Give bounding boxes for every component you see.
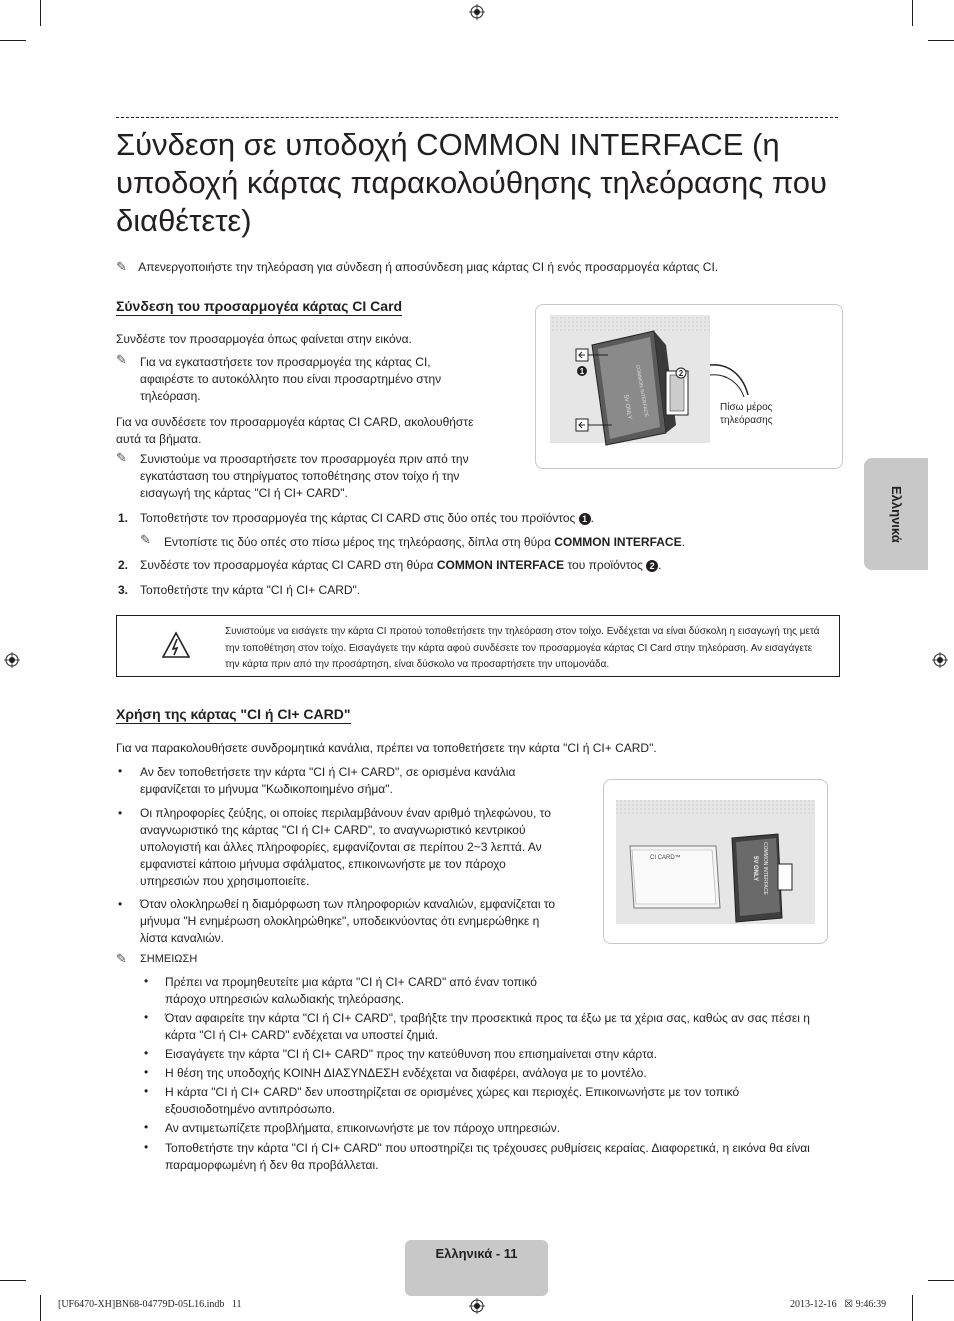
page-title: Σύνδεση σε υποδοχή COMMON INTERFACE (η υποδοχή κάρτας παρακολούθησης τηλεόρασης που διαθέτετε) [116, 127, 827, 238]
ci-card-label: CI CARD™ [650, 855, 681, 861]
section1-paragraph: Για να συνδέσετε τον προσαρμογέα κάρτας CI CARD, ακολουθήστε αυτά τα βήματα. [116, 415, 474, 446]
crop-mark [912, 1295, 913, 1321]
crop-mark [928, 1280, 954, 1281]
pencil-note-icon: ✎ [116, 450, 127, 465]
note-item: Όταν αφαιρείτε την κάρτα "CI ή CI+ CARD", τραβήξτε την προσεκτικά προς τα έξω με τα χέρια σας, καθώς αν σας πέσει η κάρτα "CI ή CI+ CARD" ενδέχεται να υποστεί ζημιά. [165, 1011, 810, 1042]
warning-box [116, 615, 840, 677]
language-tab: Ελληνικά [864, 458, 928, 570]
bullet-icon: • [144, 1120, 149, 1134]
note-item: Η κάρτα "CI ή CI+ CARD" δεν υποστηρίζεται σε ορισμένες χώρες και περιοχές. Επικοινωνήστε με τον τοπικό εξουσιοδοτημένο αντιπρόσωπο. [165, 1085, 740, 1116]
adapter-label: 5V ONLY [752, 856, 758, 882]
step-number: 2. [118, 558, 129, 572]
pencil-note-icon: ✎ [116, 352, 127, 367]
bullet-icon: • [144, 1046, 149, 1060]
warning-text: Συνιστούμε να εισάγετε την κάρτα CI προτού τοποθετήσετε την τηλεόραση στον τοίχο. Ενδέχεται να είναι δύσκολη η εισαγωγή της μετά την τοποθέτηση στον τοίχο. Εισαγάγετε την κάρτα αφού συνδέσετε τον προσαρμογέα κάρτας CI Card στην τηλεόραση. Αν εισαγάγετε την κάρτα πριν από την προσάρτηση, είναι δύσκολο να προσαρτήσετε την υπομονάδα. [225, 626, 820, 670]
registration-mark-icon [469, 1298, 485, 1314]
step-1-note: Εντοπίστε τις δύο οπές στο πίσω μέρος της τηλεόρασης, δίπλα στη θύρα COMMON INTERFACE. [164, 535, 685, 549]
note-item: Τοποθετήστε την κάρτα "CI ή CI+ CARD" που υποστηρίζει τις τρέχουσες ρυθμίσεις κεραίας. Διαφορετικά, η εικόνα θα είναι παραμορφωμένη ή δεν θα προβάλλεται. [165, 1141, 810, 1172]
adapter-label: COMMON INTERFACE [762, 842, 768, 895]
note-item: Πρέπει να προμηθευτείτε μια κάρτα "CI ή CI+ CARD" από έναν τοπικό πάροχο υπηρεσιών καλωδιακής τηλεόρασης. [165, 975, 537, 1006]
note-item: Η θέση της υποδοχής ΚΟΙΝΗ ΔΙΑΣΥΝΔΕΣΗ ενδέχεται να διαφέρει, ανάλογα με το μοντέλο. [165, 1066, 647, 1080]
adapter-label: 5V ONLY [622, 394, 633, 420]
pencil-note-icon: ✎ [116, 951, 127, 966]
crop-mark [928, 40, 954, 41]
crop-mark [912, 0, 913, 26]
bullet-icon: • [118, 806, 123, 820]
bullet-icon: • [118, 764, 123, 778]
crop-mark [0, 1280, 26, 1281]
registration-mark-icon [469, 4, 485, 20]
adapter-figure [535, 304, 843, 469]
crop-mark [40, 1295, 41, 1321]
figure-caption: Πίσω μέρος τηλεόρασης [720, 402, 773, 426]
bullet-icon: • [144, 1010, 149, 1024]
section2-bullet: Όταν ολοκληρωθεί η διαμόρφωση των πληροφοριών καναλιών, εμφανίζεται το μήνυμα "Η ενημέρωση ολοκληρώθηκε", υποδεικνύοντας ότι ενημερώθηκε η λίστα καναλιών. [140, 897, 556, 945]
tv-back-adapter-illustration [536, 305, 842, 468]
section2-intro: Για να παρακολουθήσετε συνδρομητικά κανάλια, πρέπει να τοποθετήσετε την κάρτα "CI ή CI+ CARD". [116, 741, 657, 755]
figure-badge: 1 [579, 367, 585, 376]
title-divider [116, 117, 838, 118]
step-3: Τοποθετήστε την κάρτα "CI ή CI+ CARD". [140, 583, 361, 597]
section-heading-ci-card: Χρήση της κάρτας "CI ή CI+ CARD" [116, 706, 351, 722]
section1-paragraph: Συνδέστε τον προσαρμογέα όπως φαίνεται στην εικόνα. [116, 332, 412, 346]
step-number: 1. [118, 511, 129, 525]
section1-note: Για να εγκαταστήσετε τον προσαρμογέα της κάρτας CI, αφαιρέστε το αυτοκόλλητο που είναι προσαρτημένο στην τηλεόραση. [140, 355, 442, 403]
section2-bullet: Αν δεν τοποθετήσετε την κάρτα "CI ή CI+ CARD", σε ορισμένα κανάλια εμφανίζεται το μήνυμα "Κωδικοποιημένο σήμα". [140, 765, 516, 796]
bullet-icon: • [118, 897, 123, 911]
step-badge-icon: 2 [646, 560, 658, 572]
step-1: Τοποθετήστε τον προσαρμογέα της κάρτας CI CARD στις δύο οπές του προϊόντος 1 . [140, 511, 594, 525]
figure-badge: 2 [678, 369, 684, 378]
bullet-icon: • [144, 974, 149, 988]
crop-mark [0, 40, 26, 41]
step-number: 3. [118, 583, 129, 597]
note-item: Αν αντιμετωπίζετε προβλήματα, επικοινωνήστε με τον πάροχο υπηρεσιών. [165, 1121, 561, 1135]
footer-timestamp: 2013-12-16 ☒ 9:46:39 [790, 1299, 887, 1310]
ci-card-insert-illustration [604, 780, 827, 943]
section1-note: Συνιστούμε να προσαρτήσετε τον προσαρμογέα πριν από την εγκατάσταση του στηρίγματος τοποθέτησης στον τοίχο ή την εισαγωγή της κάρτας "CI ή CI+ CARD". [140, 452, 469, 500]
step-badge-icon: 1 [579, 513, 591, 525]
pencil-note-icon: ✎ [140, 532, 151, 547]
section-heading-adapter: Σύνδεση του προσαρμογέα κάρτας CI Card [116, 298, 403, 314]
note-heading: ΣΗΜΕΙΩΣΗ [140, 953, 198, 965]
crop-mark [40, 0, 41, 26]
bullet-icon: • [144, 1084, 149, 1098]
footer-file-info: [UF6470-XH]BN68-04779D-05L16.indb 11 [58, 1299, 242, 1310]
bullet-icon: • [144, 1065, 149, 1079]
ci-card-figure [603, 779, 828, 944]
pencil-note-icon: ✎ [116, 259, 127, 274]
bullet-icon: • [144, 1140, 149, 1154]
adapter-label: COMMON INTERFACE [634, 364, 650, 418]
registration-mark-icon [4, 652, 20, 668]
registration-mark-icon [932, 652, 948, 668]
step-2: Συνδέστε τον προσαρμογέα κάρτας CI CARD στη θύρα COMMON INTERFACE του προϊόντος 2 . [140, 558, 662, 572]
warning-icon [161, 630, 191, 660]
page-number-badge: Ελληνικά - 11 [405, 1240, 548, 1296]
section2-bullet: Οι πληροφορίες ζεύξης, οι οποίες περιλαμβάνουν έναν αριθμό τηλεφώνου, το αναγνωριστικό της κάρτας "CI ή CI+ CARD", το αναγνωριστικό κεντρικού υπολογιστή και άλλες πληροφορίες, εμφανίζονται σε περίπου 2~3 λεπτά. Αν εμφανιστεί κάποιο μήνυμα σφάλματος, επικοινωνήστε με τον πάροχο υπηρεσιών που χρησιμοποιείτε. [140, 806, 551, 888]
intro-note: ✎ Απενεργοποιήστε την τηλεόραση για σύνδεση ή αποσύνδεση μιας κάρτας CI ή ενός προσαρμογέα κάρτας CI. [116, 259, 719, 274]
note-item: Εισαγάγετε την κάρτα "CI ή CI+ CARD" προς την κατεύθυνση που επισημαίνεται στην κάρτα. [165, 1047, 657, 1061]
